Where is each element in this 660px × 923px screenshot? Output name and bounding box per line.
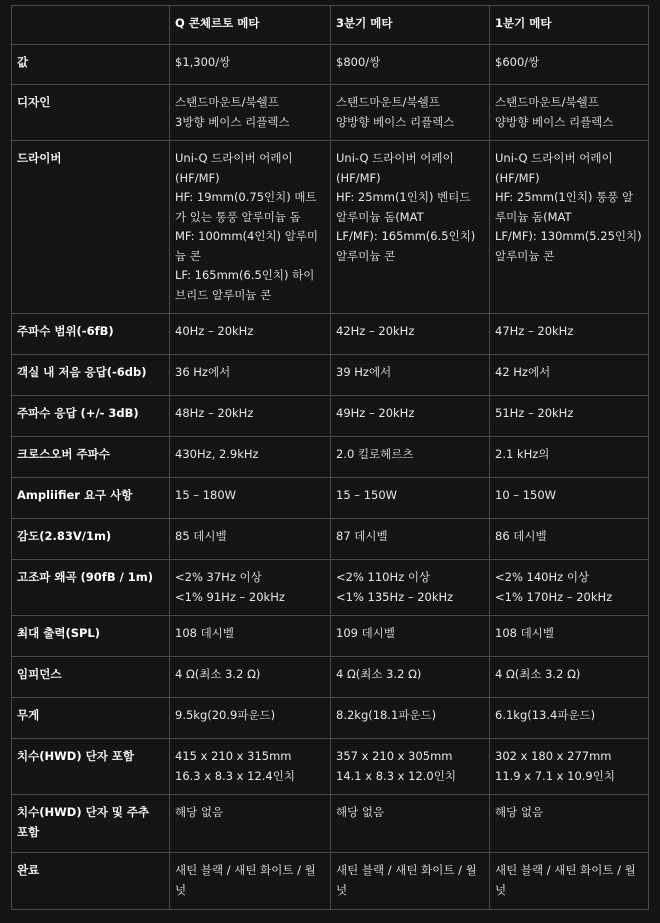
table-row bbox=[12, 853, 649, 910]
table-cell: 새틴 블랙 / 새틴 화이트 / 월넛 bbox=[170, 853, 331, 910]
table-cell: 해당 없음 bbox=[170, 795, 331, 853]
row-label: 치수(HWD) 단자 포함 bbox=[12, 739, 170, 795]
row-label: 값 bbox=[12, 45, 170, 85]
row-label: 임피던스 bbox=[12, 657, 170, 698]
table-cell: 48Hz – 20kHz bbox=[170, 396, 331, 437]
table-cell: <2% 140Hz 이상 <1% 170Hz – 20kHz bbox=[490, 560, 649, 616]
table-header-row bbox=[12, 6, 649, 45]
table-row bbox=[12, 85, 649, 141]
table-cell: 4 Ω(최소 3.2 Ω) bbox=[490, 657, 649, 698]
table-cell: 스탠드마운트/북쉘프 3방향 베이스 리플렉스 bbox=[170, 85, 331, 141]
row-label: 주파수 범위(-6fB) bbox=[12, 314, 170, 355]
table-cell: 스탠드마운트/북쉘프 양방향 베이스 리플렉스 bbox=[490, 85, 649, 141]
table-cell: 15 – 180W bbox=[170, 478, 331, 519]
table-cell: 51Hz – 20kHz bbox=[490, 396, 649, 437]
table-row bbox=[12, 739, 649, 795]
row-label: 디자인 bbox=[12, 85, 170, 141]
header-cell-q1-meta: 1분기 메타 bbox=[490, 6, 649, 45]
table-cell: 49Hz – 20kHz bbox=[331, 396, 490, 437]
table-cell: 15 – 150W bbox=[331, 478, 490, 519]
table-cell: 42 Hz에서 bbox=[490, 355, 649, 396]
table-cell: 10 – 150W bbox=[490, 478, 649, 519]
table-cell: 새틴 블랙 / 새틴 화이트 / 월넛 bbox=[331, 853, 490, 910]
table-row bbox=[12, 519, 649, 560]
table-cell: 4 Ω(최소 3.2 Ω) bbox=[170, 657, 331, 698]
table-row bbox=[12, 698, 649, 739]
table-cell: 109 데시벨 bbox=[331, 616, 490, 657]
table-cell: 해당 없음 bbox=[331, 795, 490, 853]
table-row bbox=[12, 355, 649, 396]
table-row bbox=[12, 795, 649, 853]
table-cell: 85 데시벨 bbox=[170, 519, 331, 560]
table-cell: 2.0 킬로헤르츠 bbox=[331, 437, 490, 478]
table-cell: Uni-Q 드라이버 어레이 (HF/MF) HF: 19mm(0.75인치) 매트가 있는 통풍 알루미늄 돔 MF: 100mm(4인치) 알루미늄 콘 LF: 165mm(6.5인치) 하이브리드 알루미늄 콘 bbox=[170, 141, 331, 314]
table-cell: 40Hz – 20kHz bbox=[170, 314, 331, 355]
row-label: Ampliifier 요구 사항 bbox=[12, 478, 170, 519]
table-cell: 39 Hz에서 bbox=[331, 355, 490, 396]
row-label: 무게 bbox=[12, 698, 170, 739]
table-row bbox=[12, 396, 649, 437]
table-cell: 430Hz, 2.9kHz bbox=[170, 437, 331, 478]
table-row bbox=[12, 478, 649, 519]
table-row bbox=[12, 616, 649, 657]
table-cell: 415 x 210 x 315mm 16.3 x 8.3 x 12.4인치 bbox=[170, 739, 331, 795]
table-cell: $1,300/쌍 bbox=[170, 45, 331, 85]
table-cell: 36 Hz에서 bbox=[170, 355, 331, 396]
table-cell: Uni-Q 드라이버 어레이 (HF/MF) HF: 25mm(1인치) 통풍 알루미늄 돔(MAT LF/MF): 130mm(5.25인치) 알루미늄 콘 bbox=[490, 141, 649, 314]
table-row bbox=[12, 45, 649, 85]
table-cell: Uni-Q 드라이버 어레이 (HF/MF) HF: 25mm(1인치) 벤티드 알루미늄 돔(MAT LF/MF): 165mm(6.5인치) 알루미늄 콘 bbox=[331, 141, 490, 314]
table-row bbox=[12, 437, 649, 478]
table-cell: 스탠드마운트/북쉘프 양방향 베이스 리플렉스 bbox=[331, 85, 490, 141]
row-label: 주파수 응답 (+/- 3dB) bbox=[12, 396, 170, 437]
table-cell: 47Hz – 20kHz bbox=[490, 314, 649, 355]
row-label: 감도(2.83V/1m) bbox=[12, 519, 170, 560]
table-cell: 357 x 210 x 305mm 14.1 x 8.3 x 12.0인치 bbox=[331, 739, 490, 795]
row-label: 드라이버 bbox=[12, 141, 170, 314]
spec-comparison-table bbox=[11, 5, 649, 910]
row-label: 치수(HWD) 단자 및 주추 포함 bbox=[12, 795, 170, 853]
row-label: 객실 내 저음 응답(-6db) bbox=[12, 355, 170, 396]
table-cell: 302 x 180 x 277mm 11.9 x 7.1 x 10.9인치 bbox=[490, 739, 649, 795]
table-cell: 87 데시벨 bbox=[331, 519, 490, 560]
table-cell: <2% 110Hz 이상 <1% 135Hz – 20kHz bbox=[331, 560, 490, 616]
table-cell: 4 Ω(최소 3.2 Ω) bbox=[331, 657, 490, 698]
table-cell: 108 데시벨 bbox=[170, 616, 331, 657]
table-cell: $800/쌍 bbox=[331, 45, 490, 85]
table-cell: 8.2kg(18.1파운드) bbox=[331, 698, 490, 739]
table-cell: 42Hz – 20kHz bbox=[331, 314, 490, 355]
spec-comparison-table-wrapper bbox=[11, 5, 648, 910]
table-cell: 새틴 블랙 / 새틴 화이트 / 월넛 bbox=[490, 853, 649, 910]
row-label: 크로스오버 주파수 bbox=[12, 437, 170, 478]
table-cell: 해당 없음 bbox=[490, 795, 649, 853]
table-cell: 86 데시벨 bbox=[490, 519, 649, 560]
row-label: 최대 출력(SPL) bbox=[12, 616, 170, 657]
table-cell: 6.1kg(13.4파운드) bbox=[490, 698, 649, 739]
row-label: 완료 bbox=[12, 853, 170, 910]
table-cell: $600/쌍 bbox=[490, 45, 649, 85]
table-cell: 108 데시벨 bbox=[490, 616, 649, 657]
table-cell: 2.1 kHz의 bbox=[490, 437, 649, 478]
table-row bbox=[12, 314, 649, 355]
table-row bbox=[12, 141, 649, 314]
table-cell: <2% 37Hz 이상 <1% 91Hz – 20kHz bbox=[170, 560, 331, 616]
header-cell-q-concerto-meta: Q 콘체르토 메타 bbox=[170, 6, 331, 45]
header-cell-empty bbox=[12, 6, 170, 45]
table-row bbox=[12, 657, 649, 698]
row-label: 고조파 왜곡 (90fB / 1m) bbox=[12, 560, 170, 616]
table-cell: 9.5kg(20.9파운드) bbox=[170, 698, 331, 739]
table-row bbox=[12, 560, 649, 616]
header-cell-q3-meta: 3분기 메타 bbox=[331, 6, 490, 45]
